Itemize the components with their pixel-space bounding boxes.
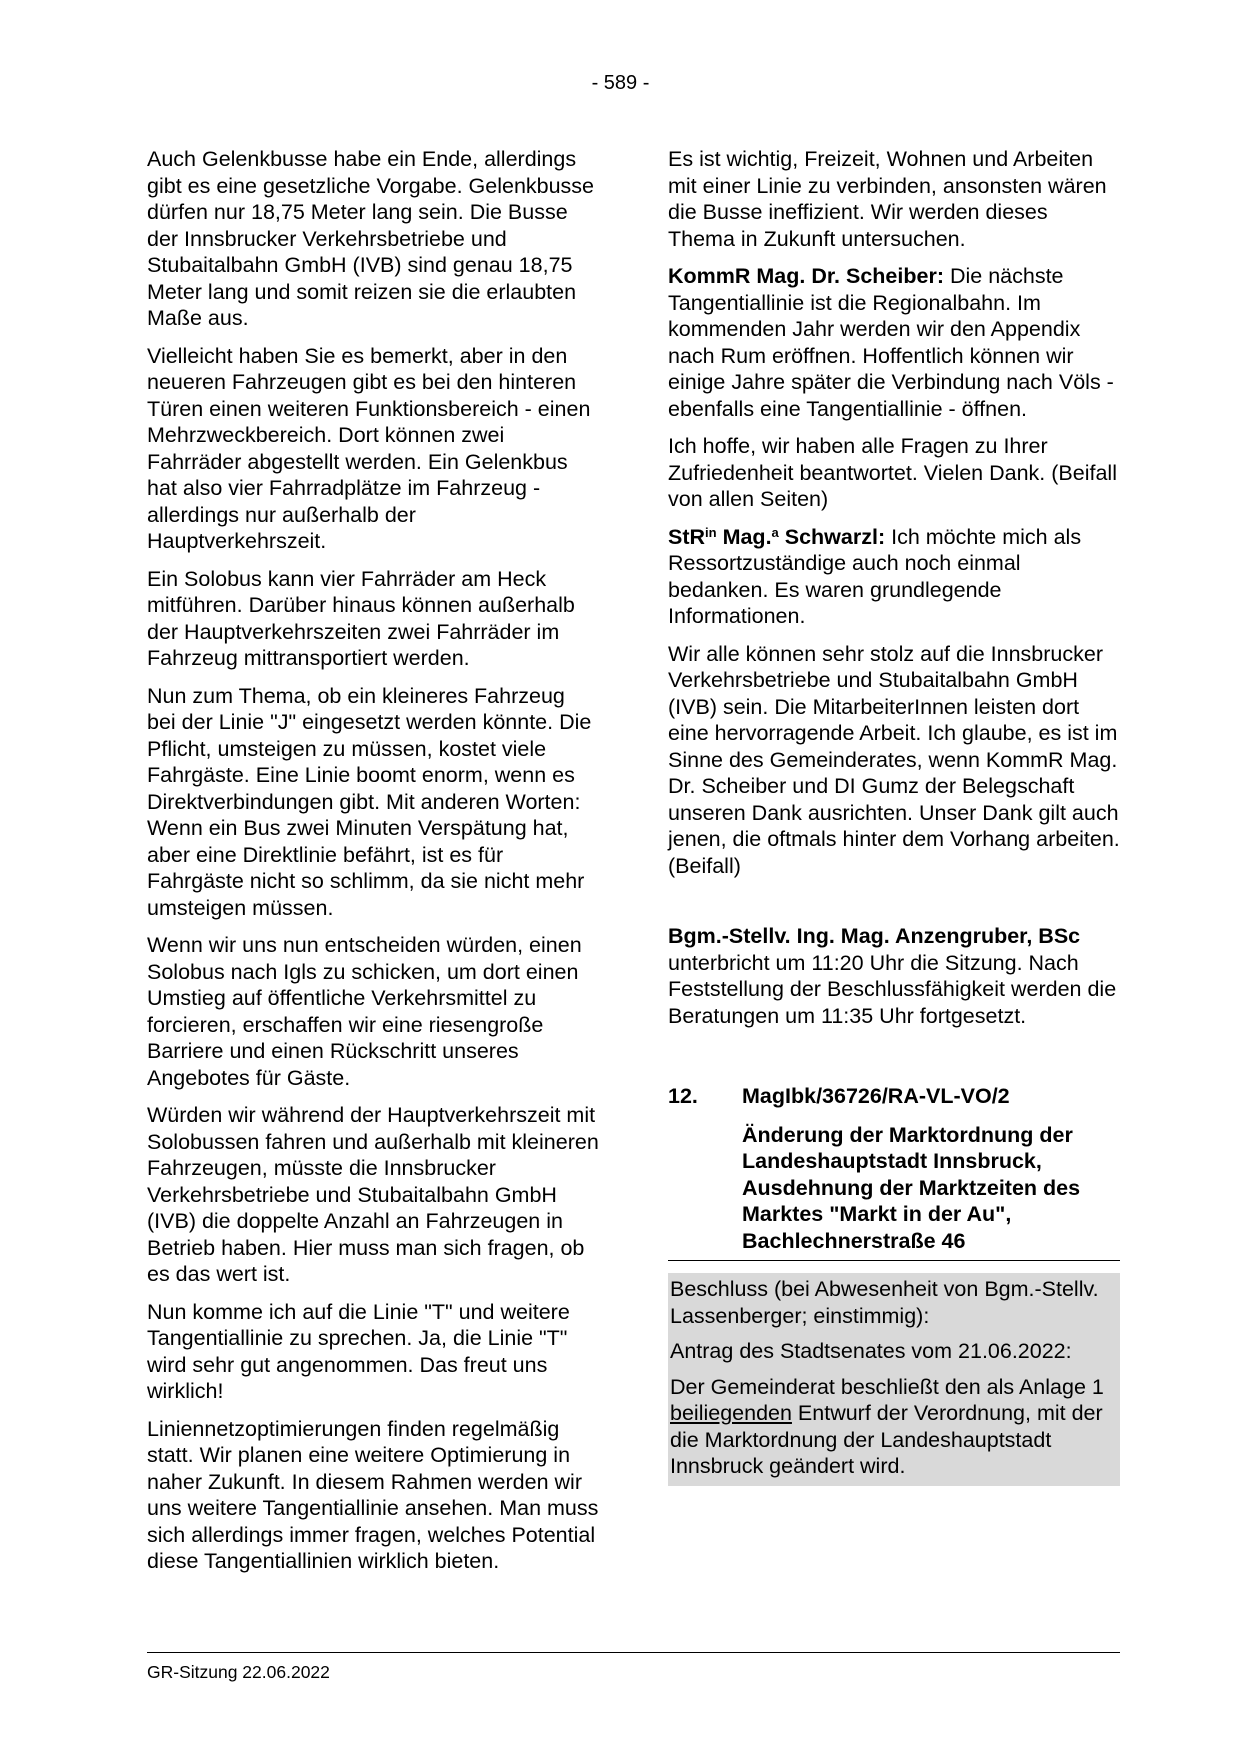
decision-line: Beschluss (bei Abwesenheit von Bgm.-Stellv. Lassenberger; einstimmig):: [670, 1277, 1099, 1328]
resolution-pre: Der Gemeinderat beschließt den als Anlage 1: [670, 1374, 1104, 1399]
paragraph: Nun komme ich auf die Linie "T" und weitere Tangentiallinie zu sprechen. Ja, die Linie "T" wird sehr gut angenommen. Das freut uns wirklich!: [147, 1299, 570, 1403]
footer-divider: [147, 1652, 1120, 1653]
divider: [668, 1260, 1120, 1261]
session-break-note: [668, 923, 1120, 1029]
agenda-item-code: MagIbk/36726/RA-VL-VO/2: [742, 1084, 1010, 1108]
speaker-title-sup: in: [705, 524, 717, 540]
paragraph: Ich hoffe, wir haben alle Fragen zu Ihrer Zufriedenheit beantwortet. Vielen Dank. (Beifall von allen Seiten): [668, 434, 1117, 511]
paragraph: Es ist wichtig, Freizeit, Wohnen und Arbeiten mit einer Linie zu verbinden, ansonsten wären die Busse ineffizient. Wir werden dieses Thema in Zukunft untersuchen.: [668, 147, 1107, 251]
agenda-item-title: Änderung der Marktordnung der Landeshauptstadt Innsbruck, Ausdehnung der Marktzeiten des Marktes "Markt in der Au", Bachlechnerstraße 46: [742, 1122, 1081, 1253]
agenda-item-heading: [668, 1083, 1120, 1110]
speaker-name: [668, 525, 885, 549]
resolution-post: Entwurf der Verordnung, mit der die Marktordnung der Landeshauptstadt Innsbruck geändert wird.: [670, 1401, 1103, 1478]
speech-text: Ich möchte mich als Ressortzuständige auch noch einmal bedanken. Es waren grundlegende Informationen.: [668, 524, 1082, 628]
break-text: unterbricht um 11:20 Uhr die Sitzung. Nach Feststellung der Beschlussfähigkeit werden die Beratungen um 11:35 Uhr fortgesetzt.: [668, 950, 1117, 1028]
decision-box: [668, 1273, 1120, 1486]
speaker-name: Bgm.-Stellv. Ing. Mag. Anzengruber, BSc: [668, 924, 1081, 948]
paragraph: Vielleicht haben Sie es bemerkt, aber in den neueren Fahrzeugen gibt es bei den hinteren Türen einen weiteren Funktionsbereich - einen Mehrzweckbereich. Dort können zwei Fahrräder abgestellt werden. Ein Gelenkbus hat also vier Fahrradplätze im Fahrzeug - allerdings nur außerhalb der Hauptverkehrszeit.: [147, 343, 591, 553]
paragraph: Liniennetzoptimierungen finden regelmäßig statt. Wir planen eine weitere Optimierung in naher Zukunft. In diesem Rahmen werden wir uns weitere Tangentiallinie ansehen. Man muss sich allerdings immer fragen, welches Potential diese Tangentiallinien wirklich bieten.: [147, 1416, 599, 1573]
right-column: [668, 146, 1120, 1486]
paragraph: Würden wir während der Hauptverkehrszeit mit Solobussen fahren und außerhalb mit kleineren Fahrzeugen, müsste die Innsbrucker Verkehrsbetriebe und Stubaitalbahn GmbH (IVB) die doppelte Anzahl an Fahrzeugen in Betrieb haben. Hier muss man sich fragen, ob es das wert ist.: [147, 1103, 599, 1286]
resolution-text: [670, 1374, 1114, 1480]
speaker-degree: Mag.: [716, 524, 772, 549]
paragraph: Auch Gelenkbusse habe ein Ende, allerdings gibt es eine gesetzliche Vorgabe. Gelenkbusse dürfen nur 18,75 Meter lang sein. Die Busse der Innsbrucker Verkehrsbetriebe und Stubaitalbahn GmbH (IVB) sind genau 18,75 Meter lang und somit reizen sie die erlaubten Maße aus.: [147, 147, 595, 330]
speaker-surname: Schwarzl:: [778, 524, 886, 549]
resolution-underlined: beiliegenden: [670, 1401, 792, 1425]
motion-line: Antrag des Stadtsenates vom 21.06.2022:: [670, 1339, 1072, 1363]
page-number: - 589 -: [591, 72, 650, 94]
left-column: [147, 146, 599, 1586]
speaker-degree-sup: a: [771, 524, 779, 540]
speech-scheiber: [668, 263, 1120, 422]
agenda-item-number: 12.: [668, 1084, 698, 1108]
speech-schwarzl: [668, 524, 1120, 630]
speaker-name: KommR Mag. Dr. Scheiber:: [668, 264, 944, 288]
footer-session-date: GR-Sitzung 22.06.2022: [147, 1662, 330, 1682]
speech-text: Die nächste Tangentiallinie ist die Regionalbahn. Im kommenden Jahr werden wir den Appendix nach Rum eröffnen. Hoffentlich können wir einige Jahre später die Verbindung nach Völs - ebenfalls eine Tangentiallinie - öffnen.: [668, 264, 1114, 421]
paragraph: Wir alle können sehr stolz auf die Innsbrucker Verkehrsbetriebe und Stubaitalbahn GmbH (IVB) sein. Die MitarbeiterInnen leisten dort eine hervorragende Arbeit. Ich glaube, es ist im Sinne des Gemeinderates, wenn KommR Mag. Dr. Scheiber und DI Gumz der Belegschaft unseren Dank ausrichten. Unser Dank gilt auch jenen, die oftmals hinter dem Vorhang arbeiten. (Beifall): [668, 641, 1120, 878]
paragraph: Nun zum Thema, ob ein kleineres Fahrzeug bei der Linie "J" eingesetzt werden könnte. Die Pflicht, umsteigen zu müssen, kostet viele Fahrgäste. Eine Linie boomt enorm, wenn es Direktverbindungen gibt. Mit anderen Worten: Wenn ein Bus zwei Minuten Verspätung hat, aber eine Direktlinie befährt, ist es für Fahrgäste nicht so schlimm, da sie nicht mehr umsteigen müssen.: [147, 683, 592, 920]
speaker-title: StR: [668, 524, 706, 549]
paragraph: Wenn wir uns nun entscheiden würden, einen Solobus nach Igls zu schicken, um dort einen Umstieg auf öffentliche Verkehrsmittel zu forcieren, erschaffen wir eine riesengroße Barriere und einen Rückschritt unseres Angebotes für Gäste.: [147, 933, 582, 1090]
paragraph: Ein Solobus kann vier Fahrräder am Heck mitführen. Darüber hinaus können außerhalb der Hauptverkehrszeiten zwei Fahrräder im Fahrzeug mittransportiert werden.: [147, 566, 575, 670]
